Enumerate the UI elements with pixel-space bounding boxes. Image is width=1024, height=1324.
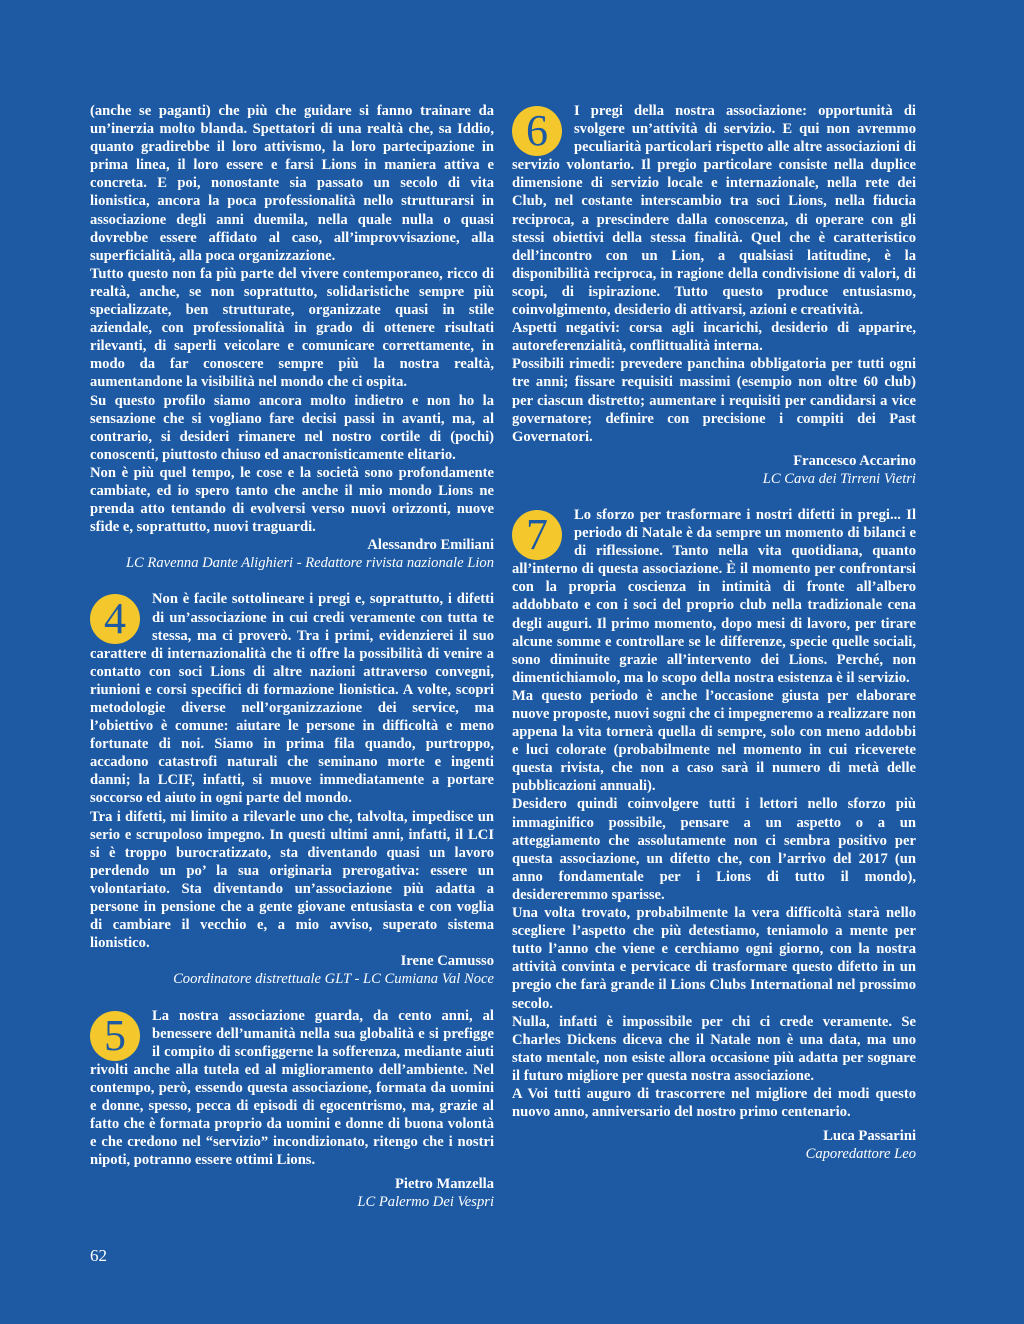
paragraph: La nostra associazione guarda, da cento anni, al benessere dell’umanità nella sua globalità e si prefigge il compito di sconfiggerne la sofferenza, mediante aiuti rivolti anche alla tutela ed al miglioramento dell’ambiente. Nel contempo, però, essendo questa associazione, formata da uomini e donne, spesso, pecca di episodi di egocentrismo, ma, grazie al fatto che è formata proprio da uomini e donne di buona volontà e che credono nel “servizio” incondizionato, ritengo che i nostri nipoti, potranno essere ottimi Lions. (90, 1007, 494, 1169)
section-number-badge: 6 (512, 106, 562, 156)
author-affiliation: Caporedattore Leo (805, 1146, 916, 1163)
paragraph: Aspetti negativi: corsa agli incarichi, desiderio di apparire, autoreferenzialità, conflittualità interna. (512, 320, 916, 355)
left-column (90, 102, 494, 1212)
paragraph: Su questo profilo siamo ancora molto indietro e non ho la sensazione che si vogliano fare decisi passi in avanti, ma, al contrario, si desideri rimanere nel nostro cortile di (pochi) conoscenti, piuttosto chiuso ed anacronisticamente elitario. (90, 392, 494, 463)
right-column (512, 102, 916, 1163)
intro-article (90, 102, 494, 572)
paragraph: (anche se paganti) che più che guidare si fanno trainare da un’inerzia molto blanda. Spettatori di una realtà che, sa Iddio, quanto gradirebbe il loro attivismo, la loro partecipazione in prima linea, il loro essere e farsi Lions in maniera attiva e concreta. E poi, nonostante sia passato un secolo di vita lionistica, ancora la poca professionalità nello strutturarsi in associazione degli anni duemila, nella quale nulla o quasi dovrebbe essere affidato al caso, all’improvvisazione, alla superficialità, alla poca organizzazione. (90, 103, 494, 264)
paragraph: Tutto questo non fa più parte del vivere contemporaneo, ricco di realtà, anche, se non soprattutto, solidaristiche sempre più specializzate, ben strutturate, organizzate quasi in stile aziendale, con professionalità in grado di ottenere risultati rilevanti, di saperli veicolare e comunicare correttamente, in modo da far conoscere sempre più la nostra realtà, aumentandone la visibilità nel mondo che ci ospita. (90, 265, 494, 391)
author-name: Pietro Manzella (394, 1176, 494, 1193)
author-name: Irene Camusso (400, 953, 494, 970)
paragraph: Non è più quel tempo, le cose e la società sono profondamente cambiate, ed io spero tanto che anche il mio mondo Lions ne prenda atto tentando di evolversi verso nuovi orizzonti, nuove sfide e, soprattutto, nuovi traguardi. (90, 464, 494, 536)
author-affiliation: LC Palermo Dei Vespri (357, 1194, 494, 1211)
paragraph: I pregi della nostra associazione: opportunità di svolgere un’attività di servizio. E qui non avremmo peculiarità particolari rispetto alle altre associazioni di servizio volontario. Il pregio particolare consiste nella duplice dimensione di servizio locale e internazionale, nella rete dei Club, nel costante interscambio tra soci Lions, nella fiducia reciproca, a prescindere dalla conoscenza, di operare con gli stessi obiettivi della stessa finalità. Quel che è caratteristico dell’incontro con un Lion, a qualsiasi latitudine, è la disponibilità reciproca, in ragione della condivisione di valori, di scopi, di ispirazione. Tutto questo produce entusiasmo, coinvolgimento, desiderio di attivarsi, azioni e creatività. (512, 103, 916, 319)
section-5 (90, 1007, 494, 1212)
paragraph: Una volta trovato, probabilmente la vera difficoltà starà nello scegliere l’aspetto che più detestiamo, teniamolo a mente per tutto l’anno che viene e cerchiamo ogni giorno, con la nostra attività convinta e pervicace di trasformare questo difetto in un pregio che farà grande il Lions Clubs International nel prossimo secolo. (512, 905, 916, 1012)
page-number: 62 (90, 1246, 107, 1265)
section-number-badge: 4 (90, 594, 140, 644)
section-7 (512, 506, 916, 1163)
author-name: Alessandro Emiliani (367, 537, 494, 554)
paragraph: Possibili rimedi: prevedere panchina obbligatoria per tutti ogni tre anni; fissare requisiti massimi (esempio non oltre 60 club) per ciascun distretto; aumentare i requisiti per candidarsi a vice governatore; definire con precisione i compiti dei Past Governatori. (512, 356, 916, 445)
section-number-badge: 7 (512, 510, 562, 560)
section-6 (512, 102, 916, 488)
paragraph: Ma questo periodo è anche l’occasione giusta per elaborare nuove proposte, nuovi sogni che ci impegneremo a realizzare non appena la vita tornerà quella di sempre, solo con meno addobbi e luci colorate (probabilmente nel momento in cui riceverete questa rivista, che non a caso sarà il numero di metà delle pubblicazioni annuali). (512, 687, 916, 795)
author-affiliation: Coordinatore distrettuale GLT - LC Cumiana Val Noce (173, 971, 494, 988)
paragraph: Non è facile sottolineare i pregi e, soprattutto, i difetti di un’associazione in cui credi veramente con tutta te stessa, ma ci proverò. Tra i primi, evidenzierei il suo carattere di internazionalità che ti offre la possibilità di venire a contatto con soci Lions di altre nazioni attraverso convegni, riunioni e corsi specifici di formazione lionistica. A volte, scopri metodologie diverse nell’organizzazione dei service, ma l’obiettivo è comune: aiutare le persone in difficoltà e meno fortunate di noi. Siamo in prima fila quando, purtroppo, accadono catastrofi naturali che seminano morte e ingenti danni; la LCIF, infatti, si muove immediatamente a portare soccorso ed aiuto in ogni parte del mondo. (90, 591, 494, 807)
paragraph: A Voi tutti auguro di trascorrere nel migliore dei modi questo nuovo anno, anniversario del nostro primo centenario. (512, 1085, 916, 1121)
author-name: Luca Passarini (823, 1128, 916, 1145)
paragraph: Nulla, infatti è impossibile per chi ci crede veramente. Se Charles Dickens diceva che il Natale non è una data, ma uno stato mentale, non esiste allora occasione più adatta per sognare il futuro migliore per questa nostra associazione. (512, 1013, 916, 1084)
section-4 (90, 590, 494, 988)
paragraph: Tra i difetti, mi limito a rilevarle uno che, talvolta, impedisce un serio e scrupoloso impegno. In questi ultimi anni, infatti, il LCI si è troppo burocratizzato, sta diventando quasi un lavoro perdendo un po’ la sua originaria prerogativa: essere un volontariato. Sta diventando un’associazione più adatta a persone in pensione che a gente giovane entusiasta e con voglia di cambiare il vecchio e, a mio avviso, superato sistema lionistico. (90, 808, 494, 952)
paragraph: Lo sforzo per trasformare i nostri difetti in pregi... Il periodo di Natale è da sempre un momento di bilanci e di riflessione. Tanto nella vita quotidiana, quanto all’interno di questa associazione. È il momento per confrontarsi con la propria coscienza in intimità di fronte all’albero addobbato e con i soci del proprio club nella tradizionale cena degli auguri. Il primo momento, dopo mesi di lavoro, per tirare alcune somme e controllare se le differenze, specie quelle sociali, sono diminuite grazie all’intervento dei Lions. Perché, non dimentichiamolo, ma lo scopo della nostra esistenza è il servizio. (512, 506, 916, 686)
author-affiliation: LC Ravenna Dante Alighieri - Redattore rivista nazionale Lion (125, 555, 494, 572)
author-affiliation: LC Cava dei Tirreni Vietri (762, 470, 916, 487)
paragraph: Desidero quindi coinvolgere tutti i lettori nello sforzo più immaginifico possibile, pensare a un aspetto o a un atteggiamento che assolutamente non ci sembra positivo per questa associazione, un difetto che, con l’arrivo del 2017 (un anno fondamentale per i Lions di tutto il mondo), desidereremmo sparisse. (512, 796, 916, 903)
author-name: Francesco Accarino (793, 452, 916, 469)
section-number-badge: 5 (90, 1011, 140, 1061)
